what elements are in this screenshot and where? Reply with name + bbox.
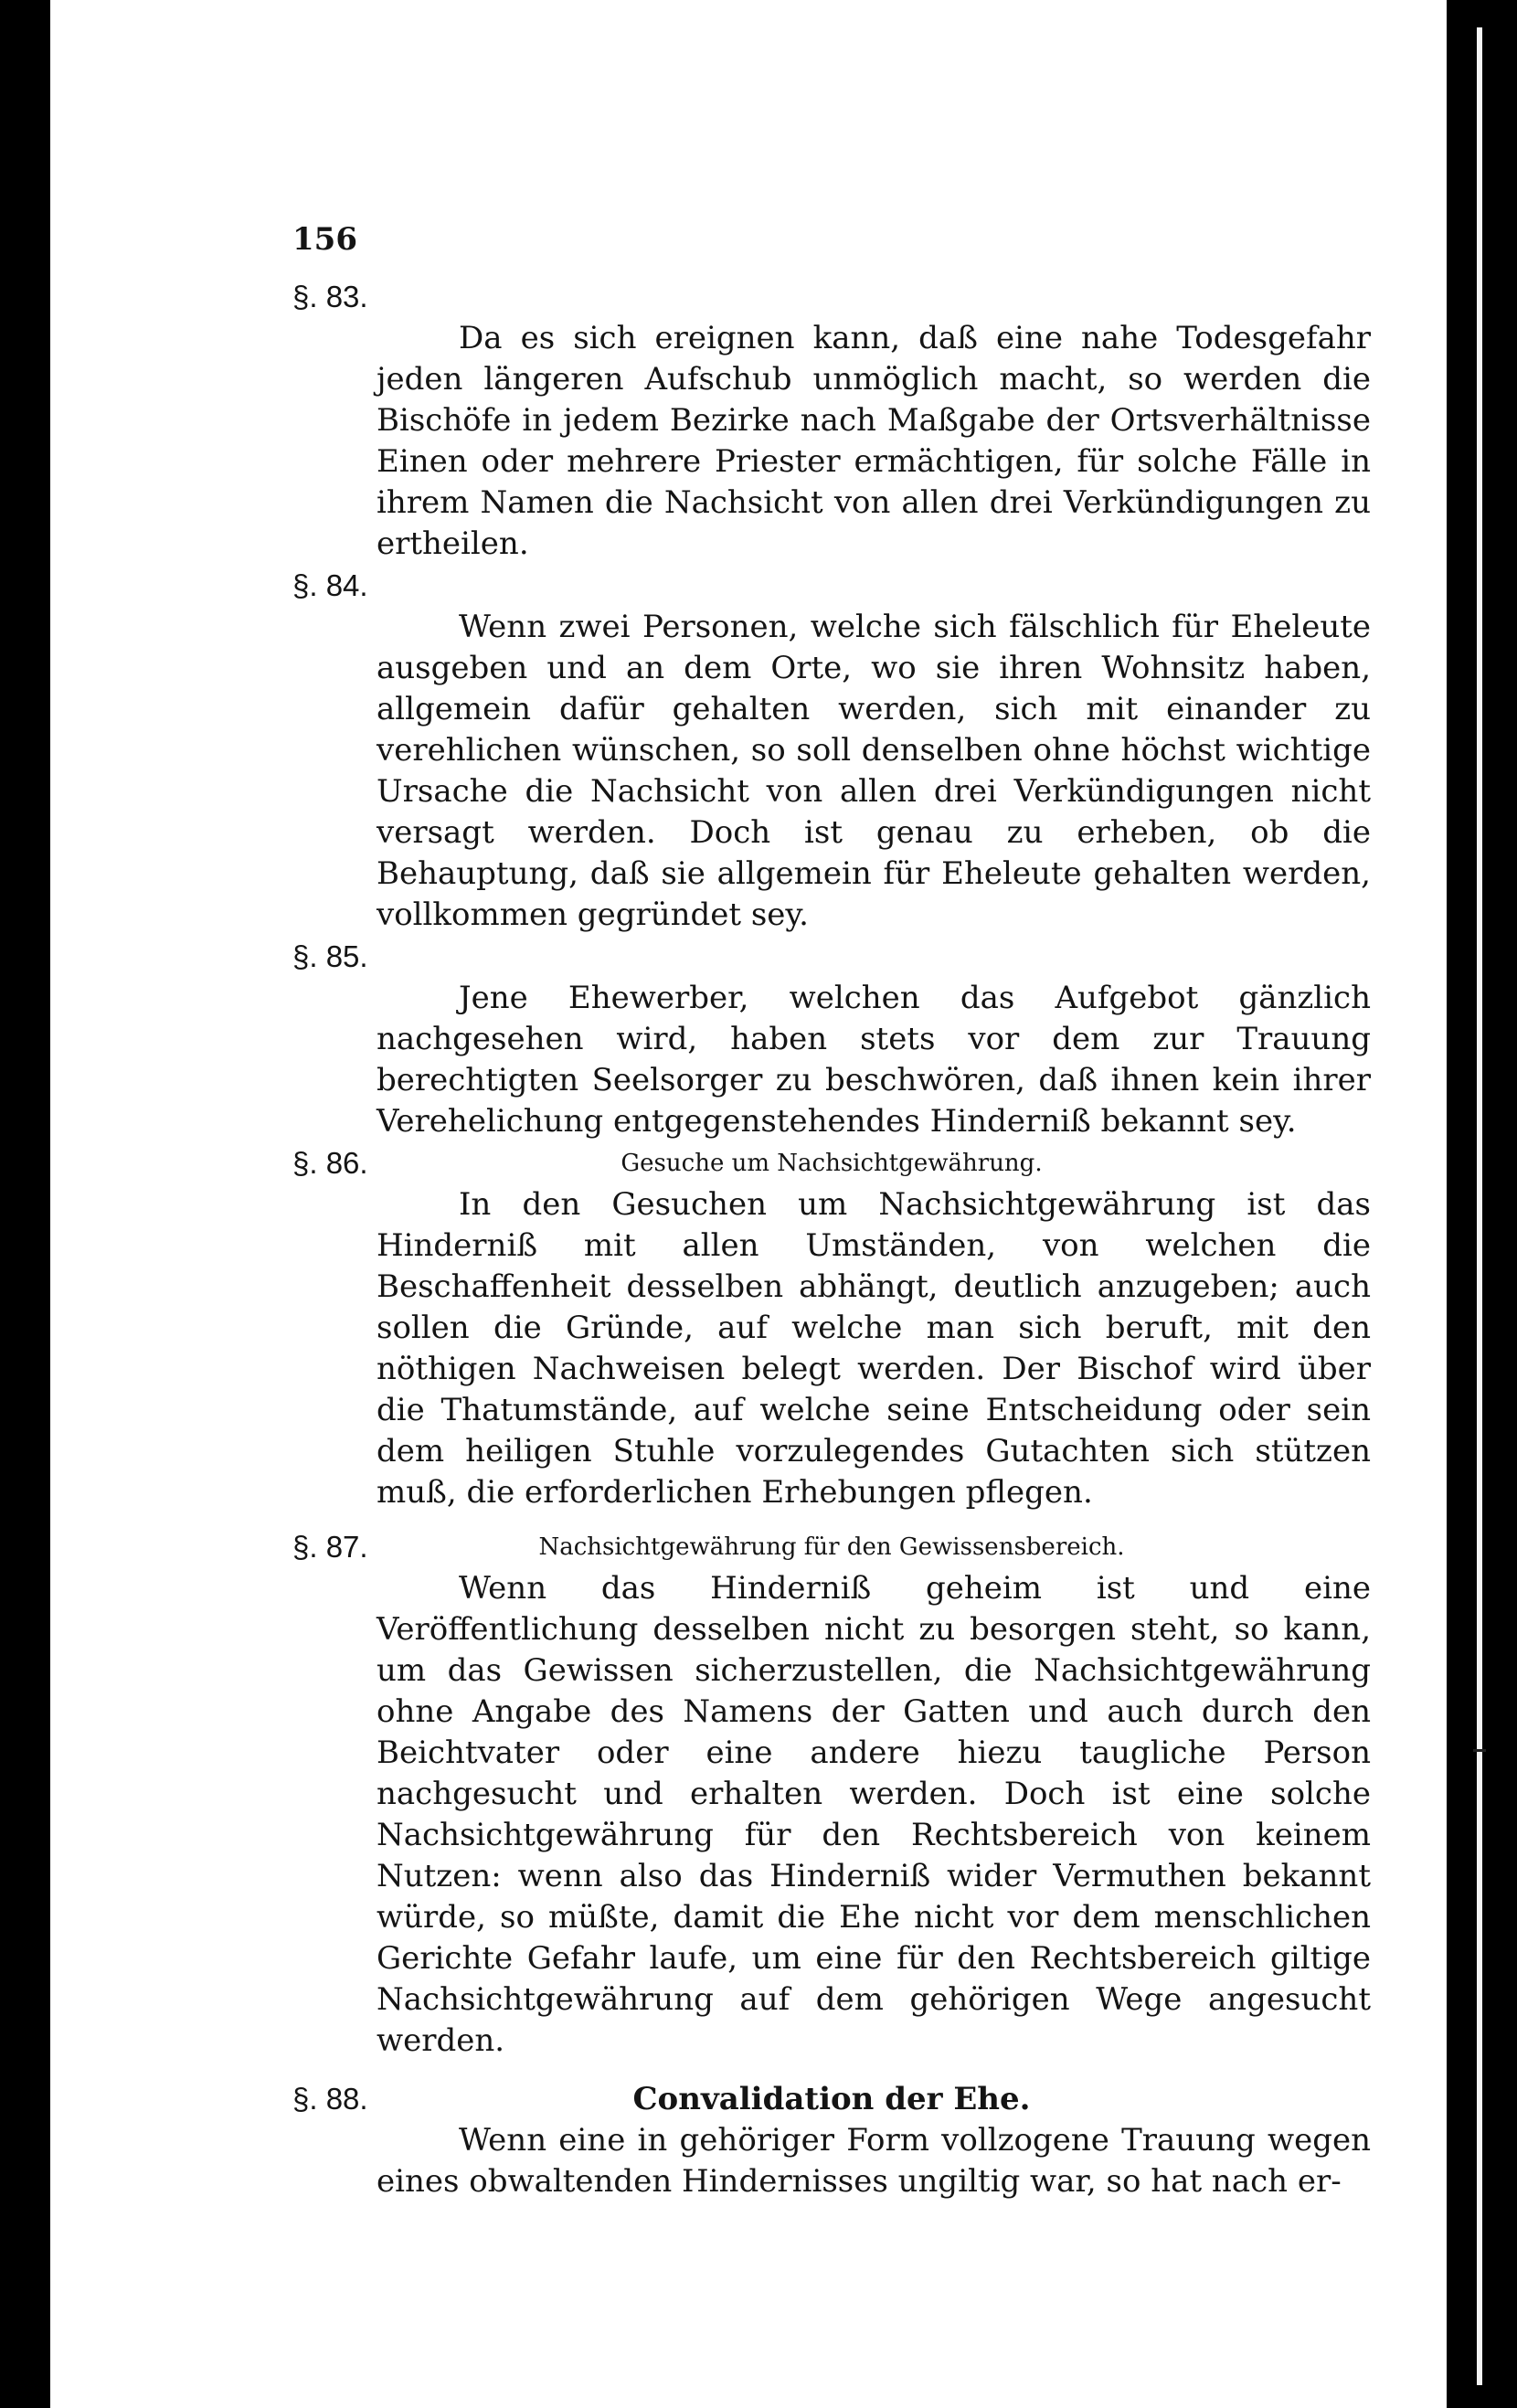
section-84 bbox=[292, 565, 1371, 936]
section-number: §. 84. bbox=[292, 568, 368, 602]
section-text: Wenn das Hinderniß geheim ist und eine Veröffentlichung desselben nicht zu besorgen steht, so kann, um das Gewissen sicherzustellen, die Nachsichtgewährung ohne Angabe des Namens der Gatten und auch durch den Beichtvater oder eine andere hiezu taugliche Person nachgesucht und erhalten werden. Doch ist eine solche Nachsichtgewährung für den Rechtsbereich von keinem Nutzen: wenn also das Hinderniß wider Vermuthen bekannt würde, so müßte, damit die Ehe nicht vor dem menschlichen Gerichte Gefahr laufe, um eine für den Rechtsbereich giltige Nachsichtgewährung auf dem gehörigen Wege angesucht werden. bbox=[377, 1570, 1371, 2059]
section-text: Wenn zwei Personen, welche sich fälschlich für Eheleute ausgeben und an dem Orte, wo sie ihren Wohnsitz haben, allgemein dafür gehalten werden, sich mit einander zu verehlichen wünschen, so soll denselben ohne höchst wichtige Ursache die Nachsicht von allen drei Verkündigungen nicht versagt werden. Doch ist genau zu erheben, ob die Behauptung, daß sie allgemein für Eheleute gehalten werden, vollkommen gegründet sey. bbox=[377, 609, 1371, 933]
section-number: §. 86. bbox=[292, 1146, 368, 1180]
section-number: §. 85. bbox=[292, 939, 368, 973]
section-number: §. 88. bbox=[292, 2082, 368, 2116]
section-87 bbox=[292, 1526, 1371, 2062]
page-edge-shadow bbox=[1477, 27, 1482, 2385]
section-heading bbox=[292, 1142, 1371, 1184]
section-number: §. 83. bbox=[292, 280, 368, 313]
section-title: Gesuche um Nachsichtgewährung. bbox=[621, 1150, 1043, 1177]
section-heading bbox=[292, 1526, 1371, 1568]
section-number: §. 87. bbox=[292, 1530, 368, 1564]
section-heading bbox=[292, 936, 1371, 978]
section-heading bbox=[292, 565, 1371, 607]
section-text: Jene Ehewerber, welchen das Aufgebot gänzlich nachgesehen wird, haben stets vor dem zur Trauung berechtigten Seelsorger zu beschwören, daß ihnen kein ihrer Verehelichung entgegenstehendes Hinderniß bekannt sey. bbox=[377, 980, 1371, 1140]
section-83 bbox=[292, 276, 1371, 565]
section-text: In den Gesuchen um Nachsichtgewährung ist das Hinderniß mit allen Umständen, von welchen die Beschaffenheit desselben abhängt, deutlich anzugeben; auch sollen die Gründe, auf welche man sich beruft, mit den nöthigen Nachweisen belegt werden. Der Bischof wird über die Thatumstände, auf welche seine Entscheidung oder sein dem heiligen Stuhle vorzulegendes Gutachten sich stützen muß, die erforderlichen Erhebungen pflegen. bbox=[377, 1186, 1371, 1511]
section-title: Nachsichtgewährung für den Gewissensbereich. bbox=[538, 1533, 1125, 1561]
section-86 bbox=[292, 1142, 1371, 1513]
page-content bbox=[292, 212, 1371, 2202]
section-text: Wenn eine in gehöriger Form vollzogene Trauung wegen eines obwaltenden Hindernisses ungiltig war, so hat nach er- bbox=[377, 2122, 1371, 2200]
section-88 bbox=[292, 2078, 1371, 2202]
section-text: Da es sich ereignen kann, daß eine nahe Todesgefahr jeden längeren Aufschub unmöglich macht, so werden die Bischöfe in jedem Bezirke nach Maßgabe der Ortsverhältnisse Einen oder mehrere Priester ermächtigen, für solche Fälle in ihrem Namen die Nachsicht von allen drei Verkündigungen zu ertheilen. bbox=[377, 320, 1371, 562]
edge-mark bbox=[1473, 1749, 1486, 1752]
section-title: Convalidation der Ehe. bbox=[632, 2081, 1031, 2117]
section-85 bbox=[292, 936, 1371, 1142]
section-heading bbox=[292, 2078, 1371, 2120]
page-number: 156 bbox=[292, 221, 357, 258]
section-heading bbox=[292, 276, 1371, 318]
